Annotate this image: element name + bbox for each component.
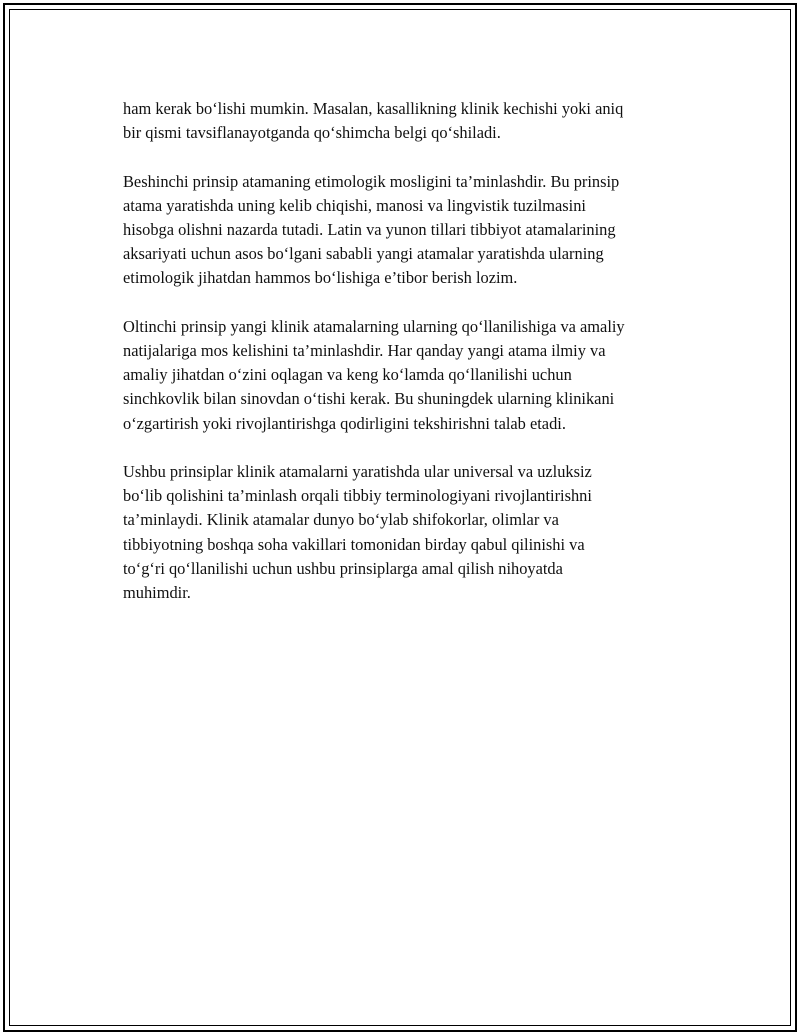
text-line: natijalariga mos kelishini ta’minlashdir. Har qanday yangi atama ilmiy va: [123, 341, 606, 360]
text-line: bo‘lib qolishini ta’minlash orqali tibbiy terminologiyani rivojlantirishni: [123, 486, 592, 506]
text-line: muhimdir.: [123, 583, 191, 603]
text-line: aksariyati uchun asos bo‘lgani sababli yangi atamalar yaratishda ularning: [123, 244, 604, 264]
text-line: atama yaratishda uning kelib chiqishi, manosi va lingvistik tuzilmasini: [123, 195, 586, 215]
text-line: Beshinchi prinsip atamaning etimologik mosligini ta’minlashdir. Bu prinsip: [123, 171, 620, 191]
paragraph-2: [123, 170, 703, 291]
text-line: to‘g‘ri qo‘llanilishi uchun ushbu prinsiplarga amal qilish nihoyatda: [123, 558, 563, 578]
text-line: o‘zgartirish yoki rivojlantirishga qodirligini tekshirishni talab etadi.: [123, 413, 566, 433]
paragraph-1: [123, 97, 703, 145]
text-line: amaliy jihatdan o‘zini oqlagan va keng ko‘lamda qo‘llanilishi uchun: [123, 365, 572, 385]
page-frame: [3, 3, 797, 1032]
text-line: bir qismi tavsiflanayotganda qo‘shimcha belgi qo‘shiladi.: [123, 123, 501, 143]
text-line: ham kerak bo‘lishi mumkin. Masalan, kasallikning klinik kechishi yoki aniq: [123, 99, 624, 118]
paragraph-3: [123, 315, 703, 436]
text-line: hisobga olishni nazarda tutadi. Latin va yunon tillari tibbiyot atamalarining: [123, 220, 616, 239]
paragraph-4: [123, 460, 703, 605]
document-body: [123, 97, 703, 629]
text-line: sinchkovlik bilan sinovdan o‘tishi kerak. Bu shuningdek ularning klinikani: [123, 389, 615, 409]
text-line: Oltinchi prinsip yangi klinik atamalarning ularning qo‘llanilishiga va amaliy: [123, 316, 625, 336]
text-line: etimologik jihatdan hammos bo‘lishiga e’tibor berish lozim.: [123, 268, 518, 288]
text-line: tibbiyotning boshqa soha vakillari tomonidan birday qabul qilinishi va: [123, 534, 585, 554]
text-line: Ushbu prinsiplar klinik atamalarni yaratishda ular universal va uzluksiz: [123, 462, 592, 481]
text-line: ta’minlaydi. Klinik atamalar dunyo bo‘ylab shifokorlar, olimlar va: [123, 510, 559, 530]
